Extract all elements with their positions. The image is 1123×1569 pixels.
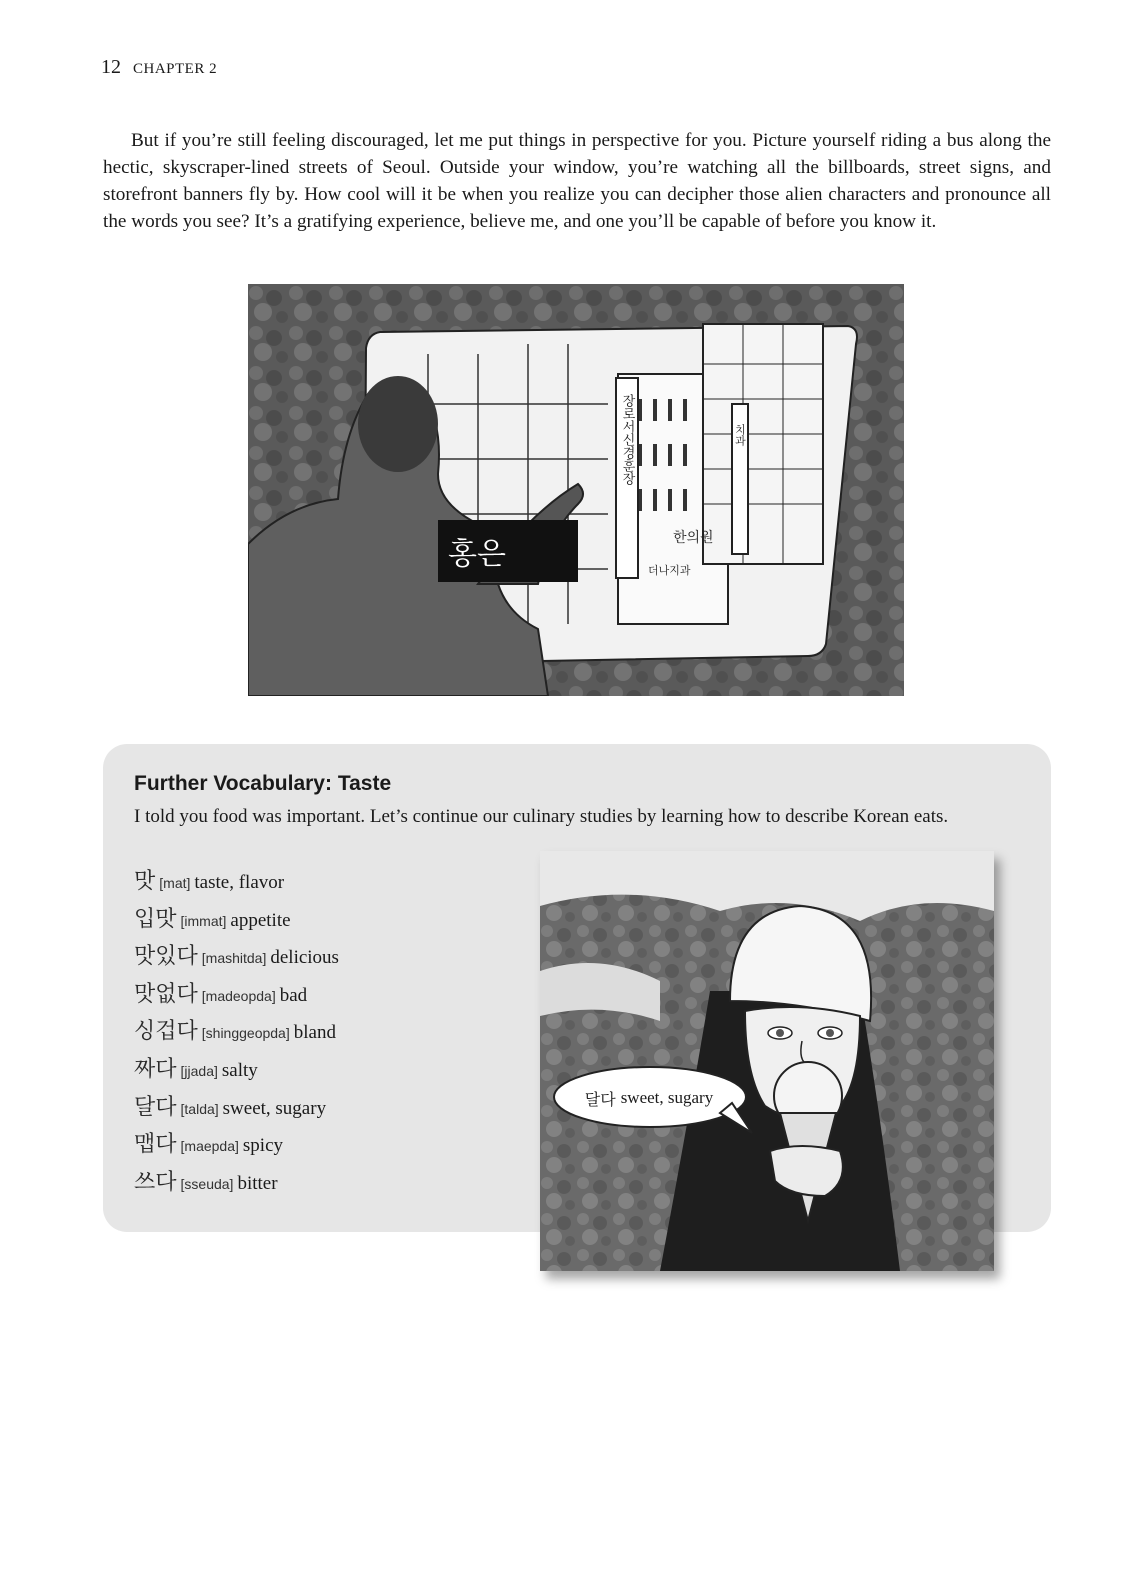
speech-korean: 달다 — [584, 1089, 616, 1109]
ice-cream-illustration — [540, 851, 994, 1271]
vocab-item-mat — [134, 864, 339, 902]
korean-word: 맛 — [134, 869, 156, 894]
romanization: [immat] — [180, 912, 227, 929]
vocab-item-mashitda — [134, 939, 339, 977]
sign-vertical-left: 장로서신경훈장 — [619, 394, 635, 485]
korean-word: 짜다 — [134, 1056, 177, 1082]
page-number: 12 — [101, 56, 121, 78]
chapter-label: CHAPTER 2 — [133, 61, 218, 77]
page-header — [101, 56, 217, 79]
romanization: [maepda] — [180, 1138, 239, 1155]
korean-word: 맛없다 — [134, 981, 198, 1007]
speech-bubble — [555, 1072, 743, 1124]
vocabulary-intro: I told you food was important. Let’s continue our culinary studies by learning how to describe Korean eats. — [134, 806, 949, 827]
vocab-item-shinggeopda — [134, 1014, 339, 1052]
korean-word: 싱겁다 — [134, 1019, 198, 1045]
meaning: salty — [221, 1059, 258, 1081]
vocab-item-jjada — [134, 1052, 339, 1090]
meaning: taste, flavor — [194, 872, 285, 893]
romanization: [shinggeopda] — [201, 1025, 290, 1042]
bus-window-drawing — [248, 284, 904, 696]
meaning: appetite — [230, 909, 291, 931]
korean-word: 입맛 — [134, 906, 177, 932]
sign-vertical-mid: 치과 — [733, 424, 747, 446]
vocab-item-sseuda — [134, 1165, 339, 1203]
meaning: spicy — [242, 1135, 283, 1157]
korean-word: 쓰다 — [134, 1169, 177, 1195]
romanization: [talda] — [180, 1100, 219, 1117]
korean-word: 달다 — [134, 1094, 177, 1120]
romanization: [sseuda] — [180, 1175, 234, 1192]
vocabulary-list — [134, 864, 339, 1202]
bus-window-illustration — [248, 284, 904, 696]
meaning: bland — [293, 1022, 336, 1044]
vocab-item-talda — [134, 1090, 339, 1128]
korean-word: 맵다 — [134, 1132, 177, 1158]
meaning: delicious — [270, 947, 339, 969]
sign-black-banner: 홍은 — [448, 537, 506, 572]
romanization: [mat] — [159, 875, 191, 891]
vocab-item-madeopda — [134, 977, 339, 1015]
romanization: [mashitda] — [201, 950, 267, 967]
meaning: bad — [279, 984, 308, 1006]
body-paragraph: But if you’re still feeling discouraged, let me put things in perspective for you. Picture yourself riding a bus along the hectic, skyscraper-lined streets of Seoul. Outside your window, you’re watching all the billboards, street signs, and storefront banners fly by. How cool will it be when you realize you can decipher those alien characters and pronounce all the words you see? It’s a gratifying experience, believe me, and one you’ll be capable of before you know it. — [103, 130, 1051, 232]
sign-hanui: 한의원 — [673, 530, 714, 546]
vocab-item-maepda — [134, 1127, 339, 1165]
korean-word: 맛있다 — [134, 944, 198, 970]
sign-bottom: 더나지과 — [648, 564, 691, 577]
speech-english: sweet, sugary — [620, 1088, 714, 1107]
meaning: bitter — [237, 1172, 278, 1194]
meaning: sweet, sugary — [222, 1097, 327, 1119]
vocabulary-title: Further Vocabulary: Taste — [134, 772, 392, 795]
romanization: [jjada] — [180, 1062, 218, 1079]
romanization: [madeopda] — [201, 987, 276, 1004]
ice-cream-drawing — [540, 851, 994, 1271]
vocab-item-immat — [134, 902, 339, 940]
